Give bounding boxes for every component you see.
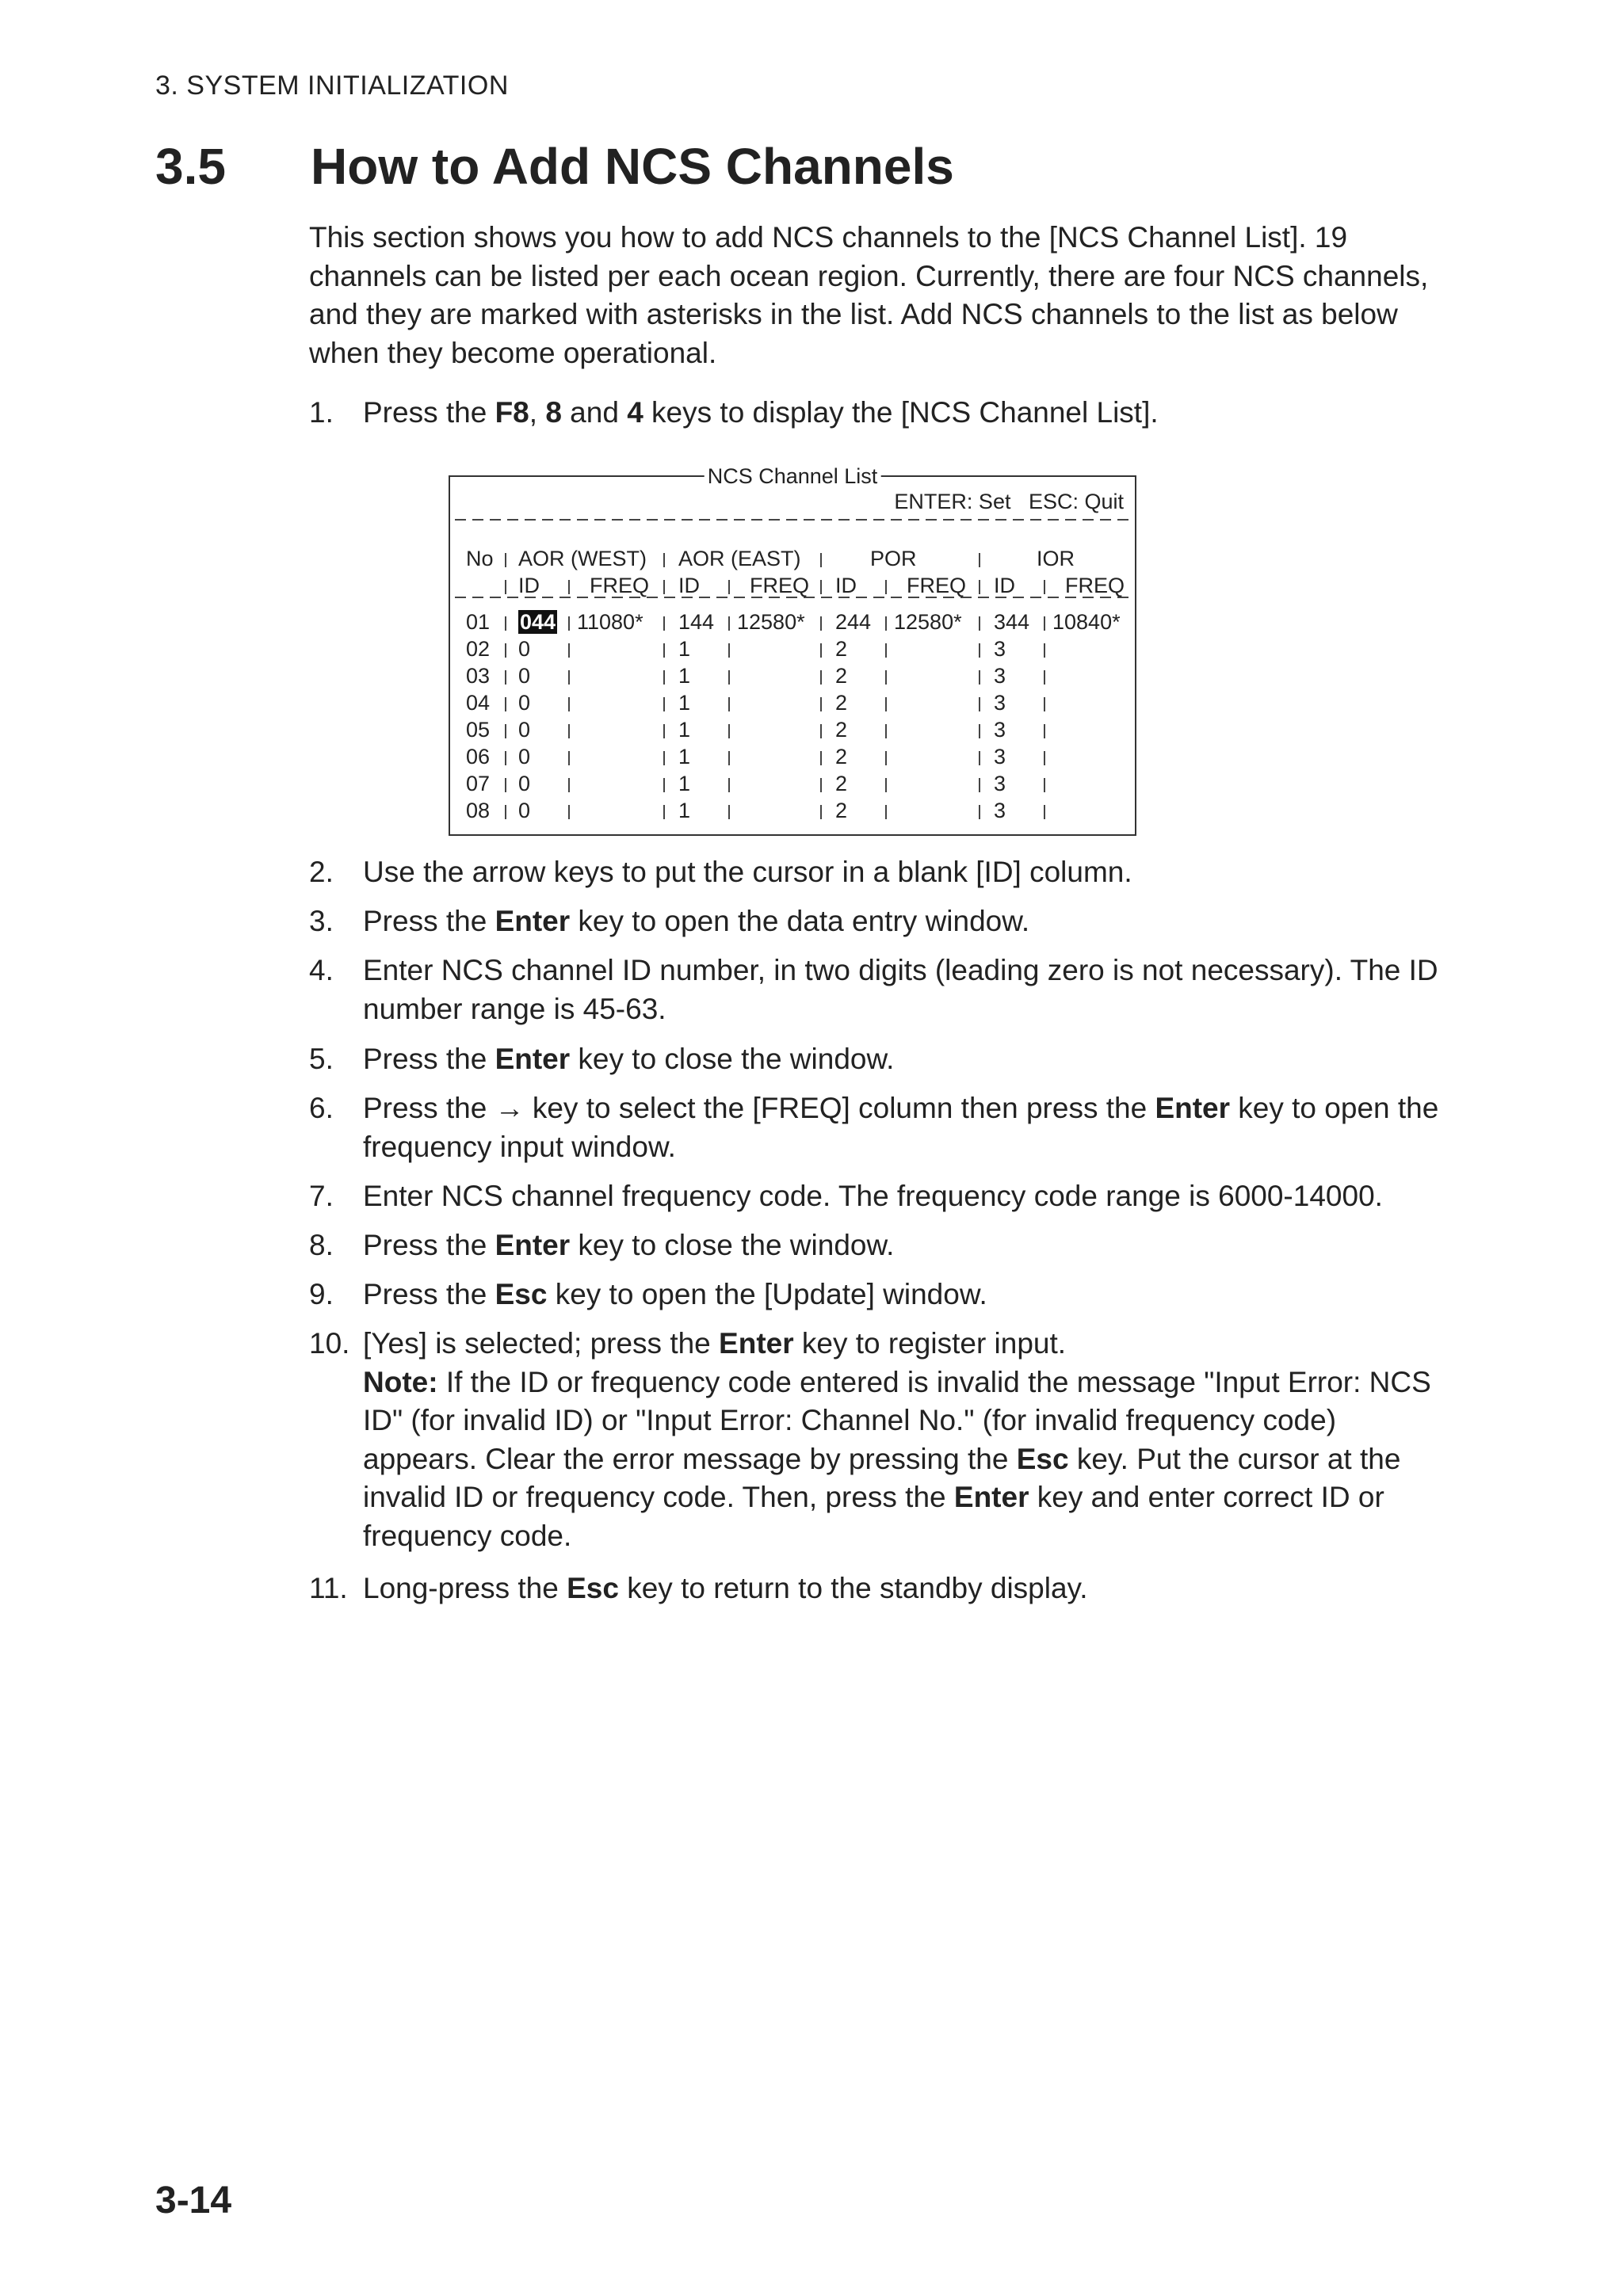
step-item [309, 1226, 1442, 1265]
id-cell: 1 [678, 772, 691, 795]
step-item [309, 394, 1442, 433]
step-text: Press the Enter key to open the data entry window. [363, 905, 1030, 937]
row-no: 08 [466, 799, 491, 822]
id-cell: 2 [835, 664, 848, 688]
id-cell: 2 [835, 799, 848, 822]
row-no: 07 [466, 772, 491, 795]
id-cell: 1 [678, 664, 691, 688]
step-item [309, 1040, 1442, 1079]
col-header-freq: FREQ [907, 574, 967, 597]
step-text: Press the Enter key to close the window. [363, 1229, 895, 1261]
freq-cell: 10840* [1052, 610, 1121, 634]
col-header-freq: FREQ [590, 574, 650, 597]
id-cell: 3 [994, 799, 1006, 822]
step-item [309, 902, 1442, 941]
step-text: Long-press the Esc key to return to the standby display. [363, 1572, 1088, 1604]
id-cell: 1 [678, 718, 691, 742]
col-header-region: AOR (WEST) [518, 547, 647, 570]
step-item [309, 952, 1442, 1028]
col-header-freq: FREQ [1065, 574, 1125, 597]
page-number: 3-14 [155, 2180, 232, 2222]
row-no: 06 [466, 745, 491, 769]
id-cell: 2 [835, 772, 848, 795]
id-cell: 144 [678, 610, 715, 634]
col-header-region: IOR [1037, 547, 1075, 570]
screen-title: NCS Channel List [705, 464, 881, 488]
table-separators [450, 477, 1135, 834]
id-cell: 3 [994, 691, 1006, 715]
id-cell: 0 [518, 799, 531, 822]
id-cell: 3 [994, 664, 1006, 688]
col-header-region: POR [870, 547, 917, 570]
running-head: 3. SYSTEM INITIALIZATION [155, 71, 509, 101]
step-number: 5. [309, 1043, 334, 1075]
step-number: 9. [309, 1278, 334, 1310]
freq-cell: 12580* [894, 610, 962, 634]
step-item [309, 1569, 1442, 1608]
row-no: 03 [466, 664, 491, 688]
step-text: Enter NCS channel frequency code. The frequency code range is 6000-14000. [363, 1180, 1383, 1212]
id-cell: 3 [994, 745, 1006, 769]
ncs-channel-list-screen [449, 464, 1136, 836]
col-header-id: ID [994, 574, 1015, 597]
screen-key-hint: ENTER: Set ESC: Quit [894, 490, 1124, 513]
step-item [309, 1089, 1442, 1166]
step-number: 1. [309, 396, 334, 429]
col-header-no: No [466, 547, 494, 570]
id-cell: 1 [678, 745, 691, 769]
step-number: 2. [309, 856, 334, 888]
step-text: [Yes] is selected; press the Enter key to register input. Note: If the ID or frequency code entered is invalid the message "Input Error: NCS ID" (for invalid ID) or "Input Error: Channel No." (for invalid frequency code) appears. Clear the error message by pressing the Esc key. Put the cursor at the invalid ID or frequency code. Then, press the Enter key and enter correct ID or frequency code. [363, 1327, 1431, 1552]
step-item [309, 1325, 1442, 1555]
step-item [309, 1177, 1442, 1216]
step-text: Press the F8, 8 and 4 keys to display the [NCS Channel List]. [363, 396, 1159, 429]
row-no: 04 [466, 691, 491, 715]
id-cell: 2 [835, 691, 848, 715]
selected-id-cell: 044 [520, 610, 556, 634]
step-number: 10. [309, 1327, 350, 1360]
id-cell: 2 [835, 718, 848, 742]
col-header-id: ID [835, 574, 857, 597]
col-header-id: ID [518, 574, 540, 597]
id-cell: 1 [678, 691, 691, 715]
step-number: 8. [309, 1229, 334, 1261]
step-item [309, 1276, 1442, 1314]
step-text: Press the Enter key to close the window. [363, 1043, 895, 1075]
step-number: 4. [309, 954, 334, 986]
step-text: Press the → key to select the [FREQ] column then press the Enter key to open the frequency input window. [363, 1092, 1439, 1163]
col-header-id: ID [678, 574, 700, 597]
id-cell: 0 [518, 664, 531, 688]
id-cell: 3 [994, 637, 1006, 661]
col-header-freq: FREQ [750, 574, 810, 597]
id-cell: 0 [518, 745, 531, 769]
section-number: 3.5 [155, 138, 226, 195]
step-text: Press the Esc key to open the [Update] window. [363, 1278, 987, 1310]
step-item [309, 853, 1442, 892]
id-cell: 1 [678, 637, 691, 661]
step-number: 6. [309, 1092, 334, 1124]
freq-cell: 12580* [737, 610, 805, 634]
id-cell: 1 [678, 799, 691, 822]
id-cell: 0 [518, 718, 531, 742]
step-number: 11. [309, 1572, 348, 1604]
section-title: How to Add NCS Channels [311, 138, 954, 195]
id-cell: 3 [994, 718, 1006, 742]
step-text: Use the arrow keys to put the cursor in a blank [ID] column. [363, 856, 1132, 888]
row-no: 02 [466, 637, 491, 661]
step-text: Enter NCS channel ID number, in two digits (leading zero is not necessary). The ID number range is 45-63. [363, 954, 1438, 1025]
id-cell: 244 [835, 610, 872, 634]
section-heading [155, 138, 954, 195]
id-cell: 344 [994, 610, 1030, 634]
id-cell: 2 [835, 745, 848, 769]
freq-cell: 11080* [577, 610, 643, 634]
step-number: 7. [309, 1180, 334, 1212]
id-cell: 0 [518, 637, 531, 661]
id-cell: 3 [994, 772, 1006, 795]
intro-paragraph: This section shows you how to add NCS channels to the [NCS Channel List]. 19 channels can be listed per each ocean region. Currently, there are four NCS channels, and they are marked with asterisks in the list. Add NCS channels to the list as below when they become operational. [309, 221, 1429, 369]
id-cell: 0 [518, 691, 531, 715]
step-number: 3. [309, 905, 334, 937]
row-no: 01 [466, 610, 491, 634]
row-no: 05 [466, 718, 491, 742]
id-cell: 2 [835, 637, 848, 661]
id-cell: 0 [518, 772, 531, 795]
col-header-region: AOR (EAST) [678, 547, 801, 570]
